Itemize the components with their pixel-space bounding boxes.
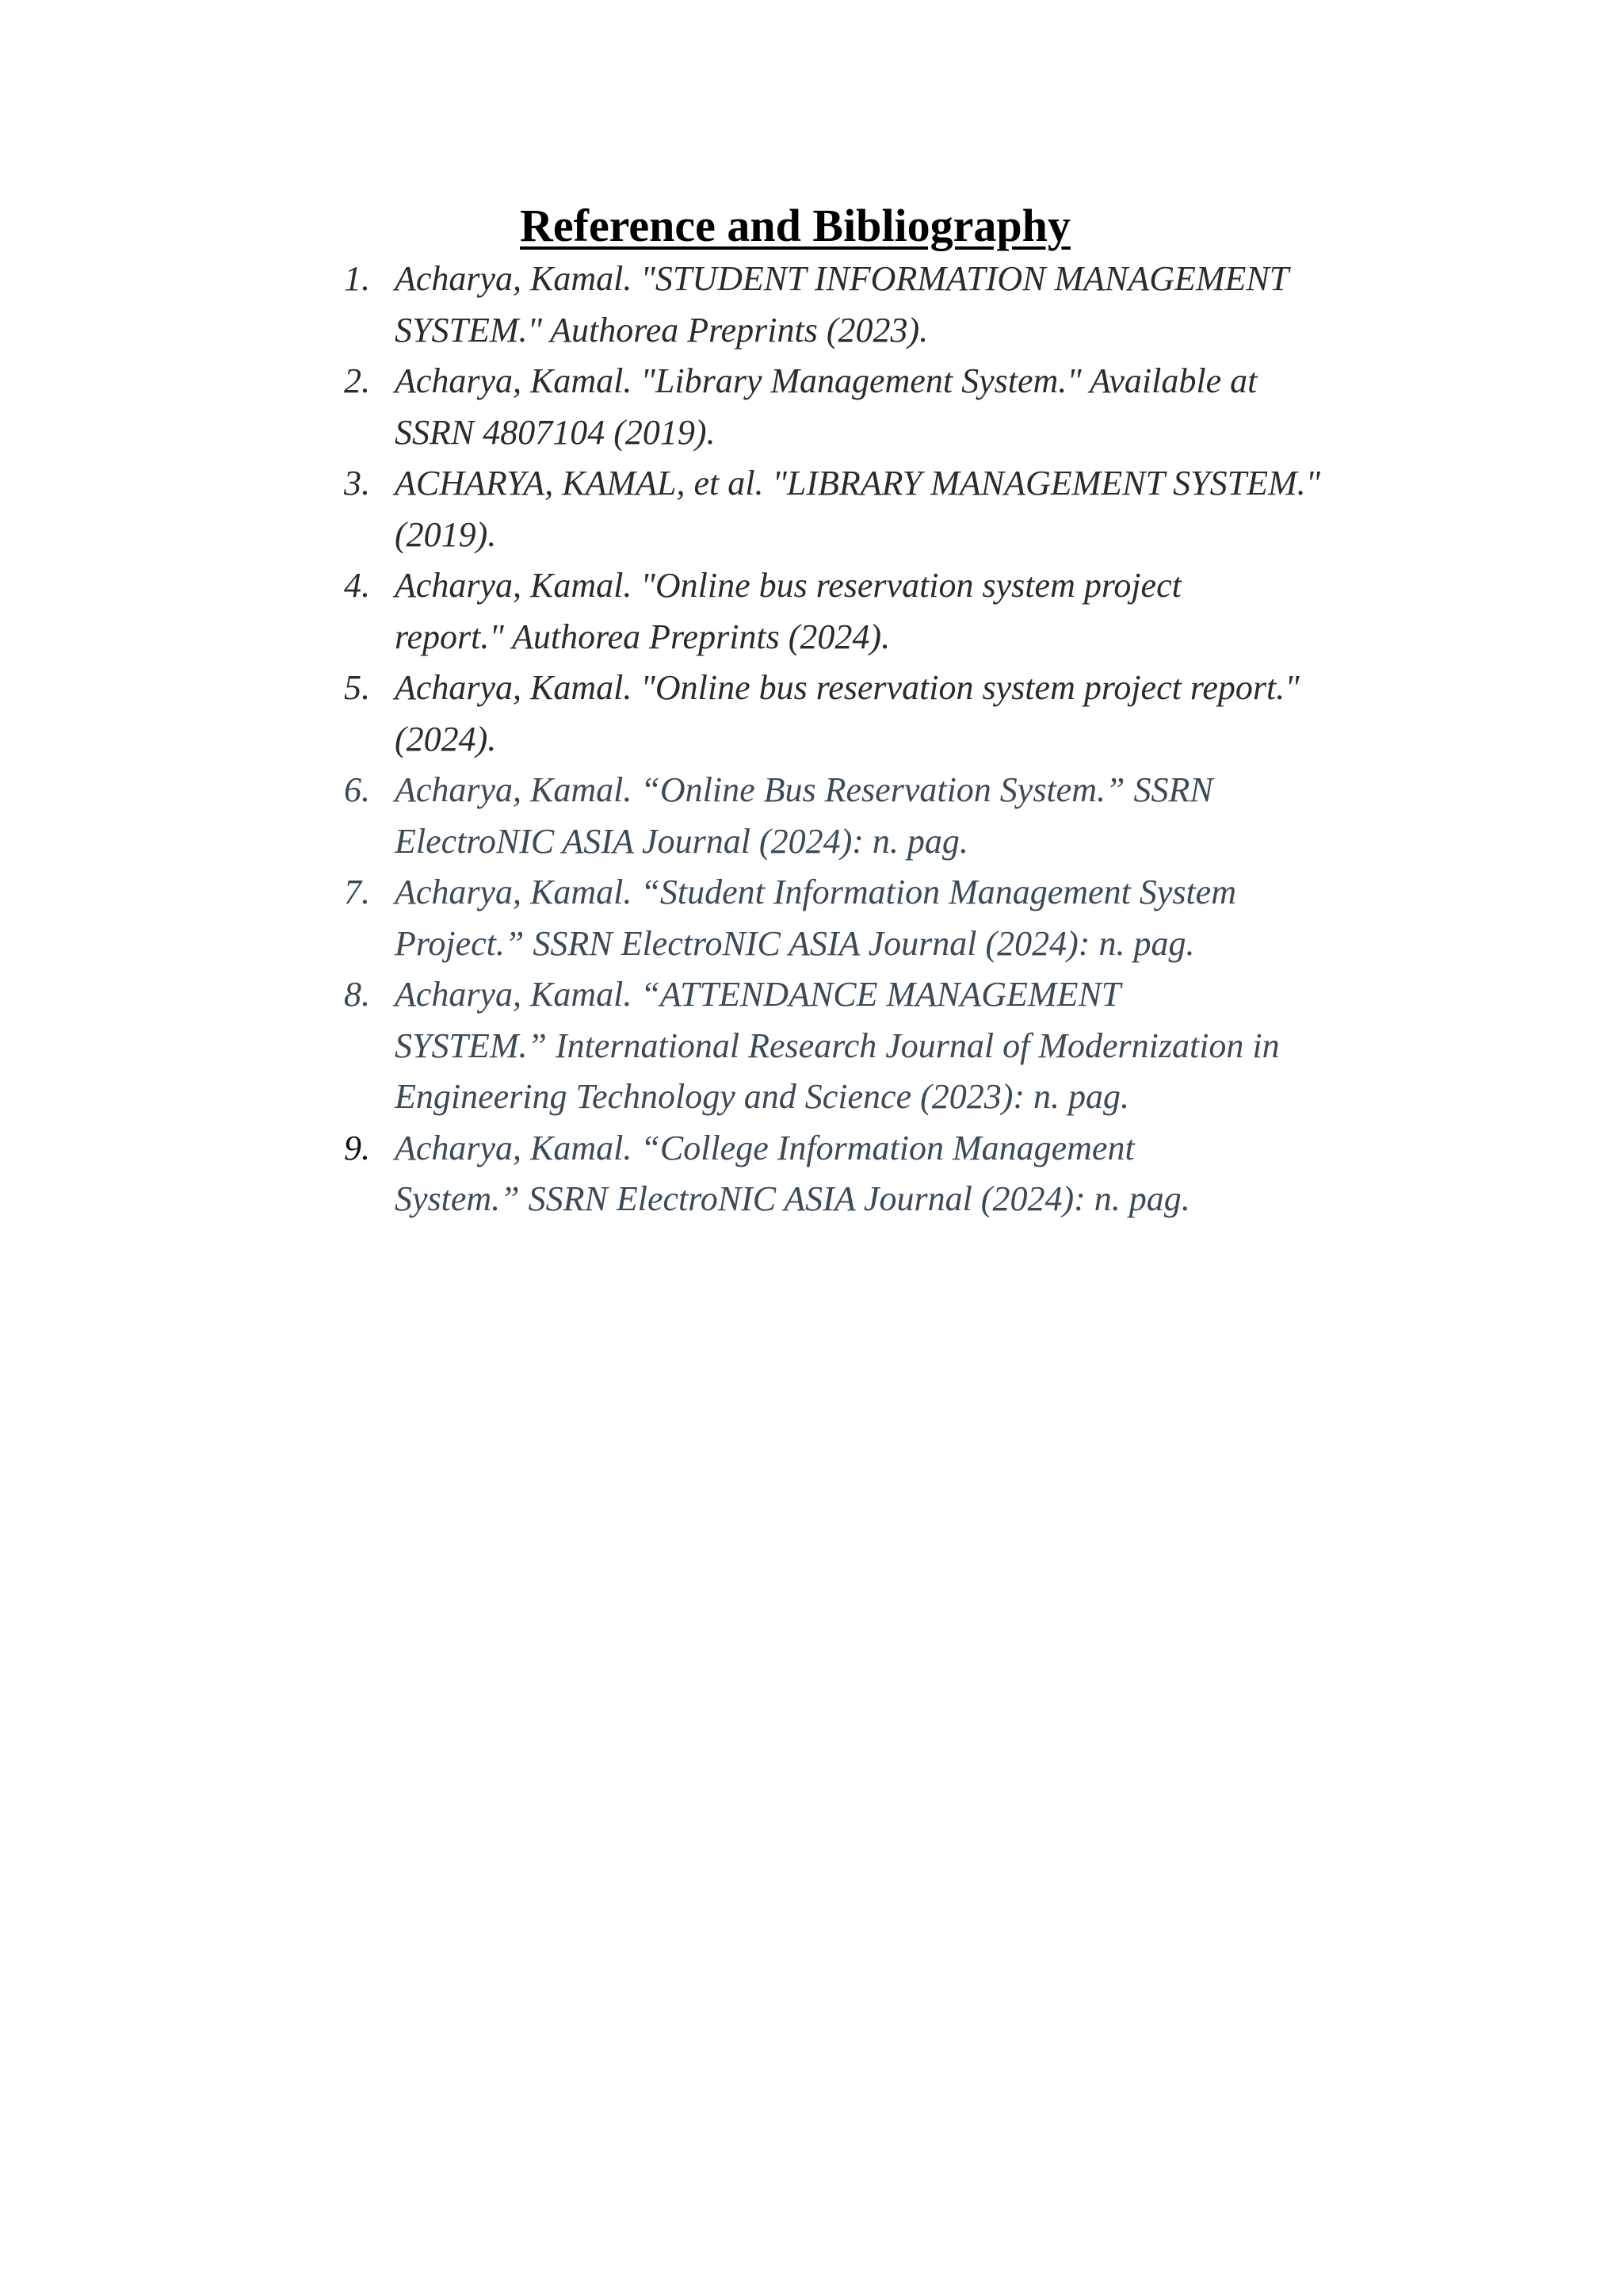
reference-line: SSRN 4807104 (2019).	[395, 412, 716, 452]
reference-list	[341, 254, 1466, 1225]
reference-line: Acharya, Kamal. “ATTENDANCE MANAGEMENT	[395, 975, 1121, 1014]
reference-item	[341, 867, 1466, 969]
reference-number: 3.	[344, 464, 370, 502]
reference-number: 4.	[344, 566, 370, 605]
reference-line: Acharya, Kamal. "Online bus reservation system project report."	[395, 668, 1300, 707]
reference-number: 5.	[344, 668, 370, 707]
reference-line: Acharya, Kamal. "Online bus reservation system project	[395, 566, 1182, 605]
reference-line: System.” SSRN ElectroNIC ASIA Journal (2024): n. pag.	[395, 1179, 1190, 1218]
reference-item	[341, 969, 1466, 1123]
reference-item	[341, 356, 1466, 458]
reference-line: Acharya, Kamal. “Online Bus Reservation System.” SSRN	[395, 770, 1213, 809]
reference-line: SYSTEM." Authorea Preprints (2023).	[395, 310, 929, 350]
reference-line: (2019).	[395, 514, 497, 554]
reference-number: 2.	[344, 361, 370, 400]
reference-line: Acharya, Kamal. "STUDENT INFORMATION MANAGEMENT	[395, 259, 1289, 298]
reference-item	[341, 663, 1466, 765]
reference-item	[341, 1123, 1466, 1225]
reference-line: SYSTEM.” International Research Journal of Modernization in	[395, 1026, 1280, 1065]
reference-line: ACHARYA, KAMAL, et al. "LIBRARY MANAGEMENT SYSTEM."	[395, 464, 1321, 502]
reference-line: ElectroNIC ASIA Journal (2024): n. pag.	[395, 821, 968, 861]
reference-number: 6.	[344, 770, 370, 809]
reference-item	[341, 458, 1466, 560]
reference-item	[341, 254, 1466, 356]
reference-line: Engineering Technology and Science (2023): n. pag.	[395, 1077, 1130, 1116]
page-title: Reference and Bibliography	[520, 200, 1071, 251]
reference-line: Project.” SSRN ElectroNIC ASIA Journal (2024): n. pag.	[395, 923, 1195, 963]
reference-item	[341, 560, 1466, 663]
reference-number: 1.	[344, 259, 370, 298]
reference-line: report." Authorea Preprints (2024).	[395, 617, 891, 656]
reference-number: 7.	[344, 873, 370, 911]
reference-item	[341, 765, 1466, 867]
reference-number: 9.	[344, 1128, 370, 1167]
reference-line: Acharya, Kamal. “Student Information Management System	[395, 873, 1236, 911]
reference-line: Acharya, Kamal. "Library Management System." Available at	[395, 361, 1258, 400]
reference-line: (2024).	[395, 719, 497, 758]
reference-number: 8.	[344, 975, 370, 1014]
reference-line: Acharya, Kamal. “College Information Management	[395, 1128, 1135, 1167]
